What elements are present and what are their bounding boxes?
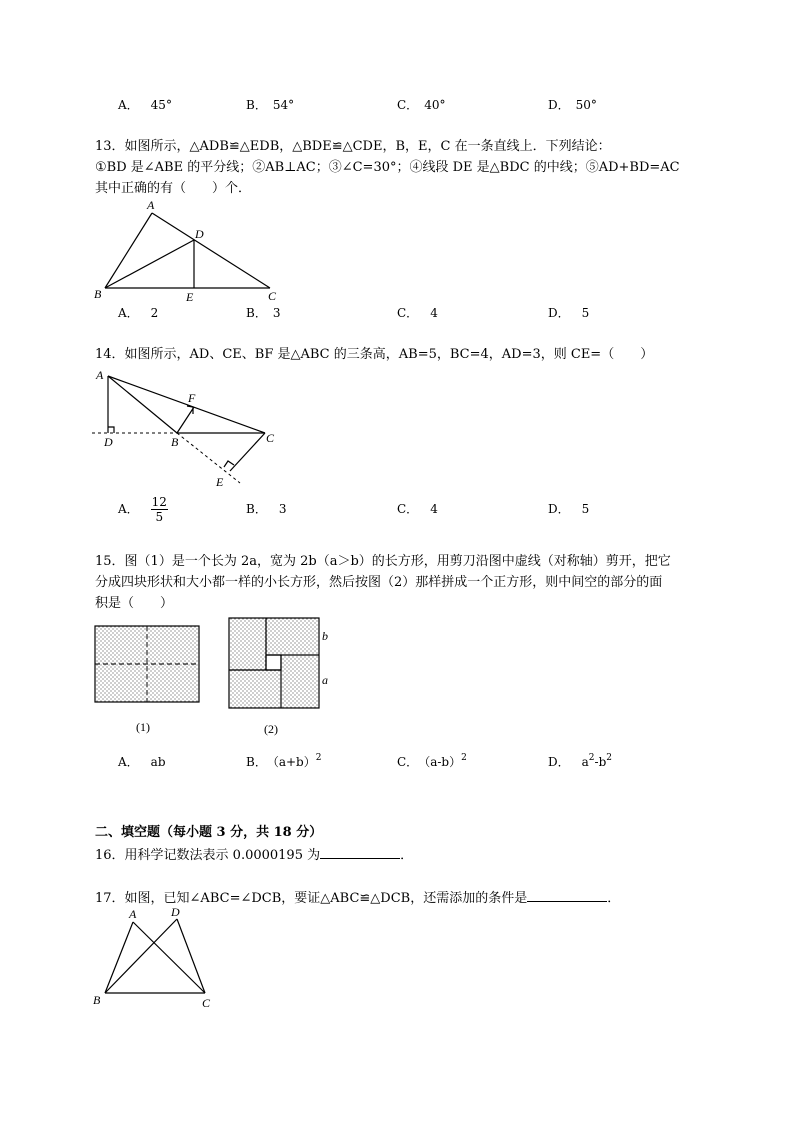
q14-option-b: B． 3: [246, 502, 287, 516]
q17-label-c: C: [202, 996, 211, 1010]
q13-stem-line3: 其中正确的有（ ）个．: [95, 181, 252, 196]
q14-label-d: D: [104, 435, 113, 449]
q14-option-c: C． 4: [397, 502, 438, 516]
q16-stem: 16．用科学记数法表示 0.0000195 为 ．: [95, 848, 414, 863]
q13-option-a: A． 2: [118, 306, 159, 320]
q15-fig2-label-a: a: [322, 673, 328, 687]
q15-fig1-caption: (1): [136, 720, 150, 734]
q14-label-b: B: [171, 435, 179, 449]
section2-heading: 二、填空题（每小题 3 分，共 18 分）: [95, 825, 323, 840]
q15-fig2-caption: (2): [264, 722, 278, 736]
q15-option-c: C． $(a-b)^2$: [397, 753, 467, 769]
q15-option-b: B． $(a+b)^2$: [246, 753, 322, 769]
q14-label-a: A: [96, 368, 104, 382]
q13-stem-line2: ①BD 是∠ABE 的平分线；②AB⊥AC；③∠C=30°；④线段 DE 是△BDC 的中线；⑤AD+BD=AC: [95, 160, 680, 175]
q14-option-a: A． $\frac{12}{5}$: [118, 495, 167, 524]
q15-stem-line1: 15．图（1）是一个长为 2a，宽为 2b（a＞b）的长方形，用剪刀沿图中虚线（对称轴）剪开，把它: [95, 554, 671, 569]
q13-stem-line1: 13．如图所示，△ADB≌△EDB，△BDE≌△CDE，B，E，C 在一条直线上．下列结论：: [95, 139, 611, 154]
q12-option-a: A． 45°: [118, 98, 172, 112]
q17-label-d: D: [171, 905, 180, 919]
q15-option-d: D． $a^2-b^2$: [548, 753, 612, 769]
q14-label-f: F: [188, 391, 196, 405]
q14-option-a-fraction: $\frac{12}{5}$: [151, 495, 167, 524]
q15-stem-line3: 积是（ ）: [95, 596, 174, 611]
q14-label-c: C: [266, 431, 275, 445]
q13-label-d: D: [195, 227, 204, 241]
q17-seg-ac: [133, 922, 205, 993]
q13-label-c: C: [268, 289, 277, 303]
q15-fig2-label-b: b: [322, 629, 328, 643]
q13-option-d: D． 5: [548, 306, 590, 320]
q13-option-c: C． 4: [397, 306, 438, 320]
q15-option-a: A． ab: [118, 755, 166, 769]
q17-seg-dc: [177, 919, 205, 993]
q15-stem-line2: 分成四块形状和大小都一样的小长方形，然后按图（2）那样拼成一个正方形，则中间空的部分的面: [95, 575, 663, 590]
q13-label-a: A: [147, 198, 155, 212]
q17-stem: 17．如图，已知∠ABC=∠DCB，要证△ABC≌△DCB，还需添加的条件是 ．: [95, 891, 621, 906]
q17-label-b: B: [93, 993, 101, 1007]
q12-option-c: C． 40°: [397, 98, 446, 112]
q17-seg-ab: [105, 922, 133, 993]
q14-option-d: D． 5: [548, 502, 590, 516]
q12-option-b: B． 54°: [246, 98, 295, 112]
q17-label-a: A: [129, 907, 137, 921]
q13-label-b: B: [94, 287, 102, 301]
q13-option-b: B． 3: [246, 306, 281, 320]
q14-label-e: E: [216, 475, 224, 489]
q13-label-e: E: [186, 290, 194, 304]
q12-option-d: D． 50°: [548, 98, 597, 112]
q14-stem: 14．如图所示，AD、CE、BF 是△ABC 的三条高，AB=5，BC=4，AD=3，则 CE=（ ）: [95, 347, 654, 362]
